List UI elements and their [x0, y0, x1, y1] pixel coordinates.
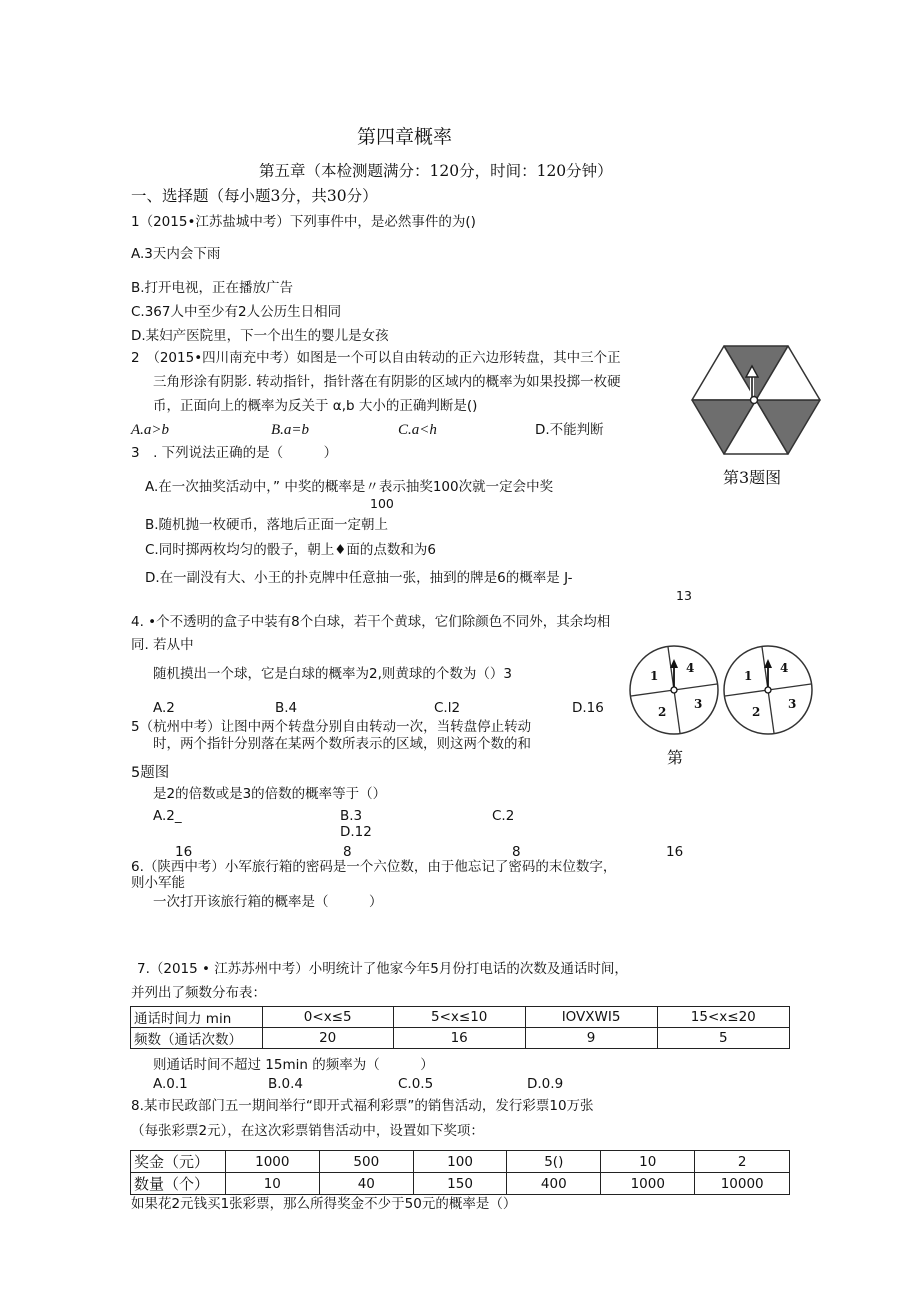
- q8-head-2: 500: [319, 1151, 413, 1173]
- table-row: [131, 1151, 790, 1173]
- spinner-right: [724, 646, 812, 734]
- spinner-right-label-3: 3: [788, 697, 797, 711]
- q7-row-4: 5: [657, 1028, 789, 1049]
- q8-head-5: 10: [601, 1151, 695, 1173]
- q5-denominator-b: 8: [343, 844, 352, 860]
- hexagon-spinner-figure: [690, 345, 822, 457]
- q8-line1: 8.某市民政部门五一期间举行“即开式福利彩票”的销售活动，发行彩票10万张: [131, 1098, 594, 1114]
- q8-head-1: 1000: [225, 1151, 319, 1173]
- q5-option-d: D.12: [340, 824, 372, 840]
- q8-row-4: 400: [507, 1173, 601, 1195]
- q2-option-d: D.不能判断: [535, 422, 604, 438]
- q8-after: 如果花2元钱买1张彩票，那么所得奖金不少于50元的概率是（）: [131, 1196, 517, 1212]
- q7-head-2: 5<x≤10: [393, 1007, 525, 1028]
- q8-row-0: 数量（个）: [131, 1173, 226, 1195]
- page-subtitle: 第五章（本检测题满分：120分，时间：120分钟）: [259, 162, 613, 180]
- q7-option-d: D.0.9: [527, 1076, 564, 1092]
- spinner-right-label-4: 4: [780, 661, 789, 675]
- q8-head-0: 奖金（元）: [131, 1151, 226, 1173]
- q7-head-0: 通话时间力 min: [131, 1007, 263, 1028]
- q8-prize-table: [130, 1150, 790, 1195]
- q7-head-4: 15<x≤20: [657, 1007, 789, 1028]
- q5-line4: 是2的倍数或是3的倍数的概率等于（）: [153, 786, 387, 802]
- q4-option-b: B.4: [275, 700, 298, 716]
- section-heading: 一、选择题（每小题3分，共30分）: [131, 187, 378, 205]
- q3-option-a: A.在一次抽奖活动中，” 中奖的概率是〃表示抽奖100次就一定会中奖: [145, 479, 554, 495]
- q8-row-1: 10: [225, 1173, 319, 1195]
- q7-option-c: C.0.5: [398, 1076, 434, 1092]
- q5-option-c: C.2: [492, 808, 515, 824]
- q7-line2: 并列出了频数分布表：: [131, 985, 266, 1001]
- q4-line1: 4. •个不透明的盒子中装有8个白球，若干个黄球，它们除颜色不同外，其余均相: [131, 614, 611, 630]
- q7-after: 则通话时间不超过 15min 的频率为（ ）: [153, 1057, 434, 1073]
- q7-row-1: 20: [262, 1028, 393, 1049]
- q3-option-d: D.在一副没有大、小王的扑克牌中任意抽一张，抽到的牌是6的概率是 J-: [145, 570, 573, 586]
- q2-option-b: B.a=b: [271, 422, 310, 438]
- q4-option-c: C.l2: [434, 700, 461, 716]
- table-row: [131, 1007, 790, 1028]
- q8-row-2: 40: [319, 1173, 413, 1195]
- q7-row-3: 9: [525, 1028, 657, 1049]
- q6-line3: 一次打开该旅行箱的概率是（ ）: [153, 894, 383, 910]
- q2-option-a: A.a>b: [131, 422, 170, 438]
- q8-row-3: 150: [413, 1173, 507, 1195]
- q2-line3: 币，正面向上的概率为反关于 α,b 大小的正确判断是(): [153, 398, 478, 414]
- spinner-left-label-1: 1: [650, 669, 659, 683]
- q3-option-d-denominator: 13: [676, 588, 692, 603]
- q7-row-2: 16: [393, 1028, 525, 1049]
- q1-option-a: A.3天内会下雨: [131, 246, 221, 262]
- q2-line2: 三角形涂有阴影. 转动指针，指针落在有阴影的区域内的概率为如果投掷一枚硬: [153, 374, 621, 390]
- q5-line2: 时，两个指针分别落在某两个数所表示的区域，则这两个数的和: [153, 736, 531, 752]
- q8-head-6: 2: [695, 1151, 790, 1173]
- q6-line1: 6.（陕西中考）小军旅行箱的密码是一个六位数，由于他忘记了密码的末位数字，: [131, 859, 617, 875]
- q5-denominator-a: 16: [175, 844, 193, 860]
- table-row: [131, 1028, 790, 1049]
- q8-head-3: 100: [413, 1151, 507, 1173]
- q2-option-c: C.a<h: [398, 422, 437, 438]
- q6-line2: 则小军能: [131, 875, 185, 891]
- q1-stem: 1（2015•江苏盐城中考）下列事件中，是必然事件的为(): [131, 214, 476, 230]
- q7-option-a: A.0.1: [153, 1076, 188, 1092]
- table-row: [131, 1173, 790, 1195]
- q1-option-b: B.打开电视，正在播放广告: [131, 280, 294, 296]
- q4-line2: 同. 若从中: [131, 637, 194, 653]
- q7-row-0: 频数（通话次数）: [131, 1028, 263, 1049]
- q4-option-a: A.2: [153, 700, 175, 716]
- q2-line1: 2 （2015•四川南充中考）如图是一个可以自由转动的正六边形转盘，其中三个正: [131, 350, 621, 366]
- spinner-left: [630, 646, 718, 734]
- q4-option-d: D.16: [572, 700, 604, 716]
- q3-option-a-denominator: 100: [370, 496, 394, 511]
- q5-denominator-d: 16: [666, 844, 684, 860]
- q8-row-5: 1000: [601, 1173, 695, 1195]
- figure-5-caption: 第: [667, 748, 684, 767]
- q1-option-d: D.某妇产医院里，下一个出生的婴儿是女孩: [131, 328, 389, 344]
- q3-option-c: C.同时掷两枚均匀的骰子，朝上♦面的点数和为6: [145, 542, 436, 558]
- circle-spinners-figure: [628, 644, 814, 740]
- q7-line1: 7.（2015 • 江苏苏州中考）小明统计了他家今年5月份打电话的次数及通话时间，: [137, 961, 628, 977]
- spinner-left-label-3: 3: [694, 697, 703, 711]
- q3-stem: 3 . 下列说法正确的是（ ）: [131, 445, 338, 461]
- q5-line1: 5（杭州中考）让图中两个转盘分别自由转动一次，当转盘停止转动: [131, 719, 532, 735]
- q8-head-4: 5(): [507, 1151, 601, 1173]
- q7-head-1: 0<x≤5: [262, 1007, 393, 1028]
- spinner-right-label-1: 1: [744, 669, 753, 683]
- spinner-right-label-2: 2: [752, 705, 761, 719]
- q3-option-b: B.随机抛一枚硬币，落地后正面一定朝上: [145, 517, 389, 533]
- spinner-left-label-2: 2: [658, 705, 667, 719]
- q5-denominator-c: 8: [512, 844, 521, 860]
- q5-option-b: B.3: [340, 808, 363, 824]
- figure-3-caption: 第3题图: [723, 468, 782, 487]
- page-title: 第四章概率: [357, 126, 453, 148]
- spinner-left-label-4: 4: [686, 661, 695, 675]
- q7-frequency-table: [130, 1006, 790, 1049]
- q8-row-6: 10000: [695, 1173, 790, 1195]
- q8-line2: （每张彩票2元），在这次彩票销售活动中，设置如下奖项：: [131, 1123, 484, 1139]
- q1-option-c: C.367人中至少有2人公历生日相同: [131, 304, 342, 320]
- q5-line3: 5题图: [131, 765, 170, 781]
- q5-option-a: A.2_: [153, 808, 182, 824]
- q4-line3: 随机摸出一个球，它是白球的概率为2,则黄球的个数为（）3: [153, 666, 512, 682]
- q7-head-3: IOVXWI5: [525, 1007, 657, 1028]
- q7-option-b: B.0.4: [268, 1076, 304, 1092]
